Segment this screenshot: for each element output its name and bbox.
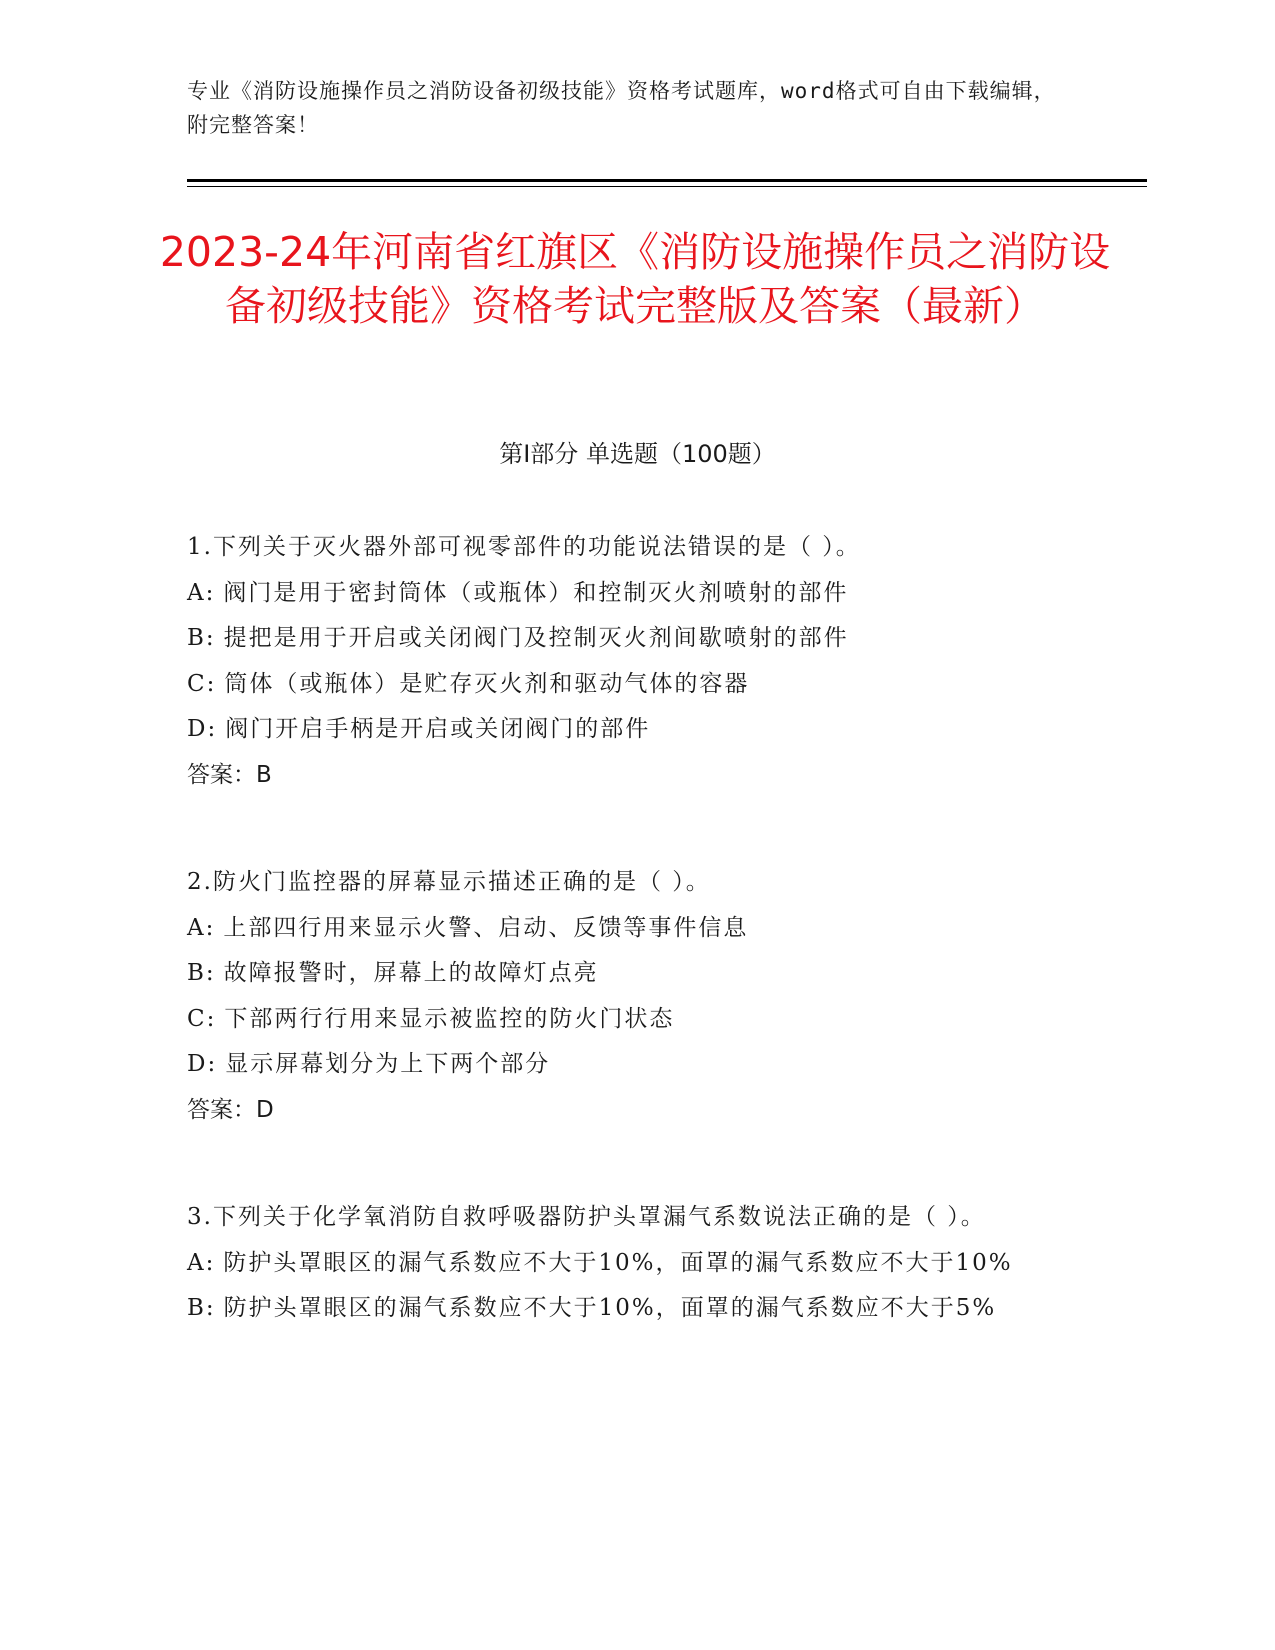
option-text: 防护头罩眼区的漏气系数应不大于10%，面罩的漏气系数应不大于10% [223,1249,1013,1276]
option-letter: D: [187,716,218,742]
header-rule-thick [187,179,1147,182]
option-text: 阀门开启手柄是开启或关闭阀门的部件 [225,716,651,742]
header-rule-thin [187,186,1147,187]
option-c [187,997,1067,1043]
question-1 [187,525,1067,798]
option-a [187,571,1067,617]
option-b [187,616,1067,662]
question-3 [187,1195,1067,1332]
option-d [187,707,1067,753]
option-c [187,662,1067,708]
option-text: 上部四行用来显示火警、启动、反馈等事件信息 [223,914,749,941]
option-text: 阀门是用于密封筒体（或瓶体）和控制灭火剂喷射的部件 [223,579,849,606]
section-title: 第I部分 单选题（100题） [499,440,776,468]
answer: 答案：B [187,761,272,788]
option-letter: C: [187,1005,217,1032]
option-text: 筒体（或瓶体）是贮存灭火剂和驱动气体的容器 [224,670,750,697]
option-text: 防护头罩眼区的漏气系数应不大于10%，面罩的漏气系数应不大于5% [223,1295,997,1321]
option-text: 下部两行行用来显示被监控的防火门状态 [224,1005,675,1032]
option-letter: A: [187,914,216,941]
option-text: 提把是用于开启或关闭阀门及控制灭火剂间歇喷射的部件 [223,625,849,651]
option-letter: A: [187,579,216,606]
header-note: 专业《消防设施操作员之消防设备初级技能》资格考试题库，word格式可自由下载编辑，附完整答案！ [187,79,1056,137]
question-stem: 2.防火门监控器的屏幕显示描述正确的是（ ）。 [187,869,711,895]
option-b [187,1286,1067,1332]
option-text: 显示屏幕划分为上下两个部分 [225,1051,551,1077]
option-text: 故障报警时，屏幕上的故障灯点亮 [223,960,599,986]
option-d [187,1042,1067,1088]
option-letter: A: [187,1249,216,1276]
option-letter: C: [187,670,217,697]
option-letter: D: [187,1051,218,1077]
option-letter: B: [187,960,216,986]
option-letter: B: [187,625,216,651]
question-list [187,525,1067,1394]
option-a [187,906,1067,952]
question-stem: 3.下列关于化学氧消防自救呼吸器防护头罩漏气系数说法正确的是（ ）。 [187,1204,986,1230]
document-title: 2023-24年河南省红旗区《消防设施操作员之消防设备初级技能》资格考试完整版及答案（最新） [159,228,1111,330]
answer: 答案：D [187,1096,274,1123]
option-b [187,951,1067,997]
question-2 [187,860,1067,1133]
option-a [187,1241,1067,1287]
option-letter: B: [187,1295,216,1321]
question-stem: 1.下列关于灭火器外部可视零部件的功能说法错误的是（ ）。 [187,534,861,560]
